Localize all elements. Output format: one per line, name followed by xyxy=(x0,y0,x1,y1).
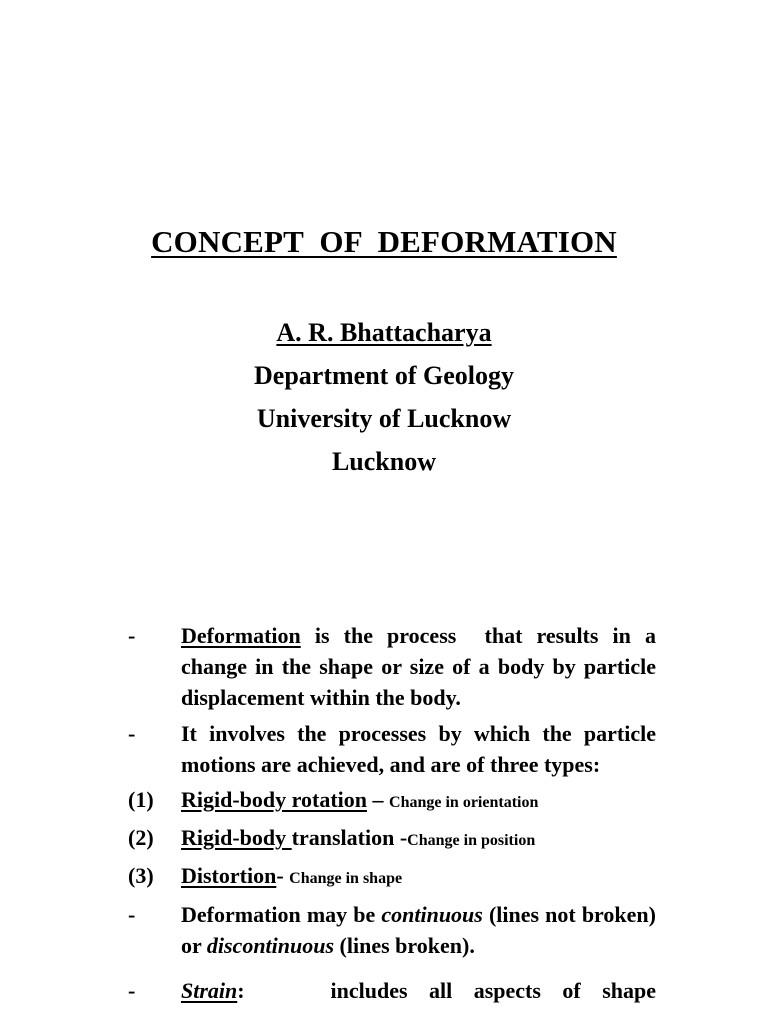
note-position: Change in position xyxy=(407,832,536,849)
author-name: A. R. Bhattacharya xyxy=(276,318,492,347)
list-marker: - xyxy=(128,978,136,1003)
continuity-text-c: (lines broken). xyxy=(334,933,475,958)
list-item-continuity xyxy=(128,899,656,961)
list-marker: (1) xyxy=(128,787,154,812)
list-marker: - xyxy=(128,902,136,927)
term-distortion: Distortion xyxy=(181,863,277,888)
separator: - xyxy=(394,825,408,850)
definition-text: is the process that results in a change in the shape or size of a body by particle displacement within the body. xyxy=(181,623,662,710)
continuity-text-b: (lines not broken) or xyxy=(181,902,656,958)
list-marker: (2) xyxy=(128,825,154,850)
author-block xyxy=(0,311,768,483)
strain-text: : includes all aspects of shape xyxy=(237,978,656,1003)
author-city: Lucknow xyxy=(331,447,437,476)
list-marker: (3) xyxy=(128,863,154,888)
term-strain: Strain xyxy=(181,978,238,1003)
continuous-term: continuous xyxy=(381,902,483,927)
list-item-strain xyxy=(128,975,656,1006)
author-university: University of Lucknow xyxy=(256,404,512,433)
continuity-text-a: Deformation may be xyxy=(181,902,382,927)
separator: – xyxy=(367,787,390,812)
list-item-distortion xyxy=(128,860,656,894)
discontinuous-term: discontinuous xyxy=(206,933,335,958)
document-title: CONCEPT OF DEFORMATION xyxy=(151,224,617,259)
list-item-processes xyxy=(128,718,656,780)
content-list xyxy=(128,620,662,1006)
list-marker: - xyxy=(128,623,136,648)
list-marker: - xyxy=(128,721,136,746)
term-rigid-body: Rigid-body xyxy=(181,825,292,850)
processes-text: It involves the processes by which the particle motions are achieved, and are of three types: xyxy=(181,721,656,777)
note-shape: Change in shape xyxy=(289,870,403,887)
list-item-rotation xyxy=(128,784,656,818)
term-translation: translation xyxy=(291,825,395,850)
term-rigid-body-rotation: Rigid-body rotation xyxy=(181,787,368,812)
note-orientation: Change in orientation xyxy=(389,794,539,811)
list-item-deformation xyxy=(128,620,662,713)
separator: - xyxy=(276,863,290,888)
list-item-translation xyxy=(128,822,656,856)
term-deformation: Deformation xyxy=(181,623,301,648)
author-department: Department of Geology xyxy=(254,361,514,390)
